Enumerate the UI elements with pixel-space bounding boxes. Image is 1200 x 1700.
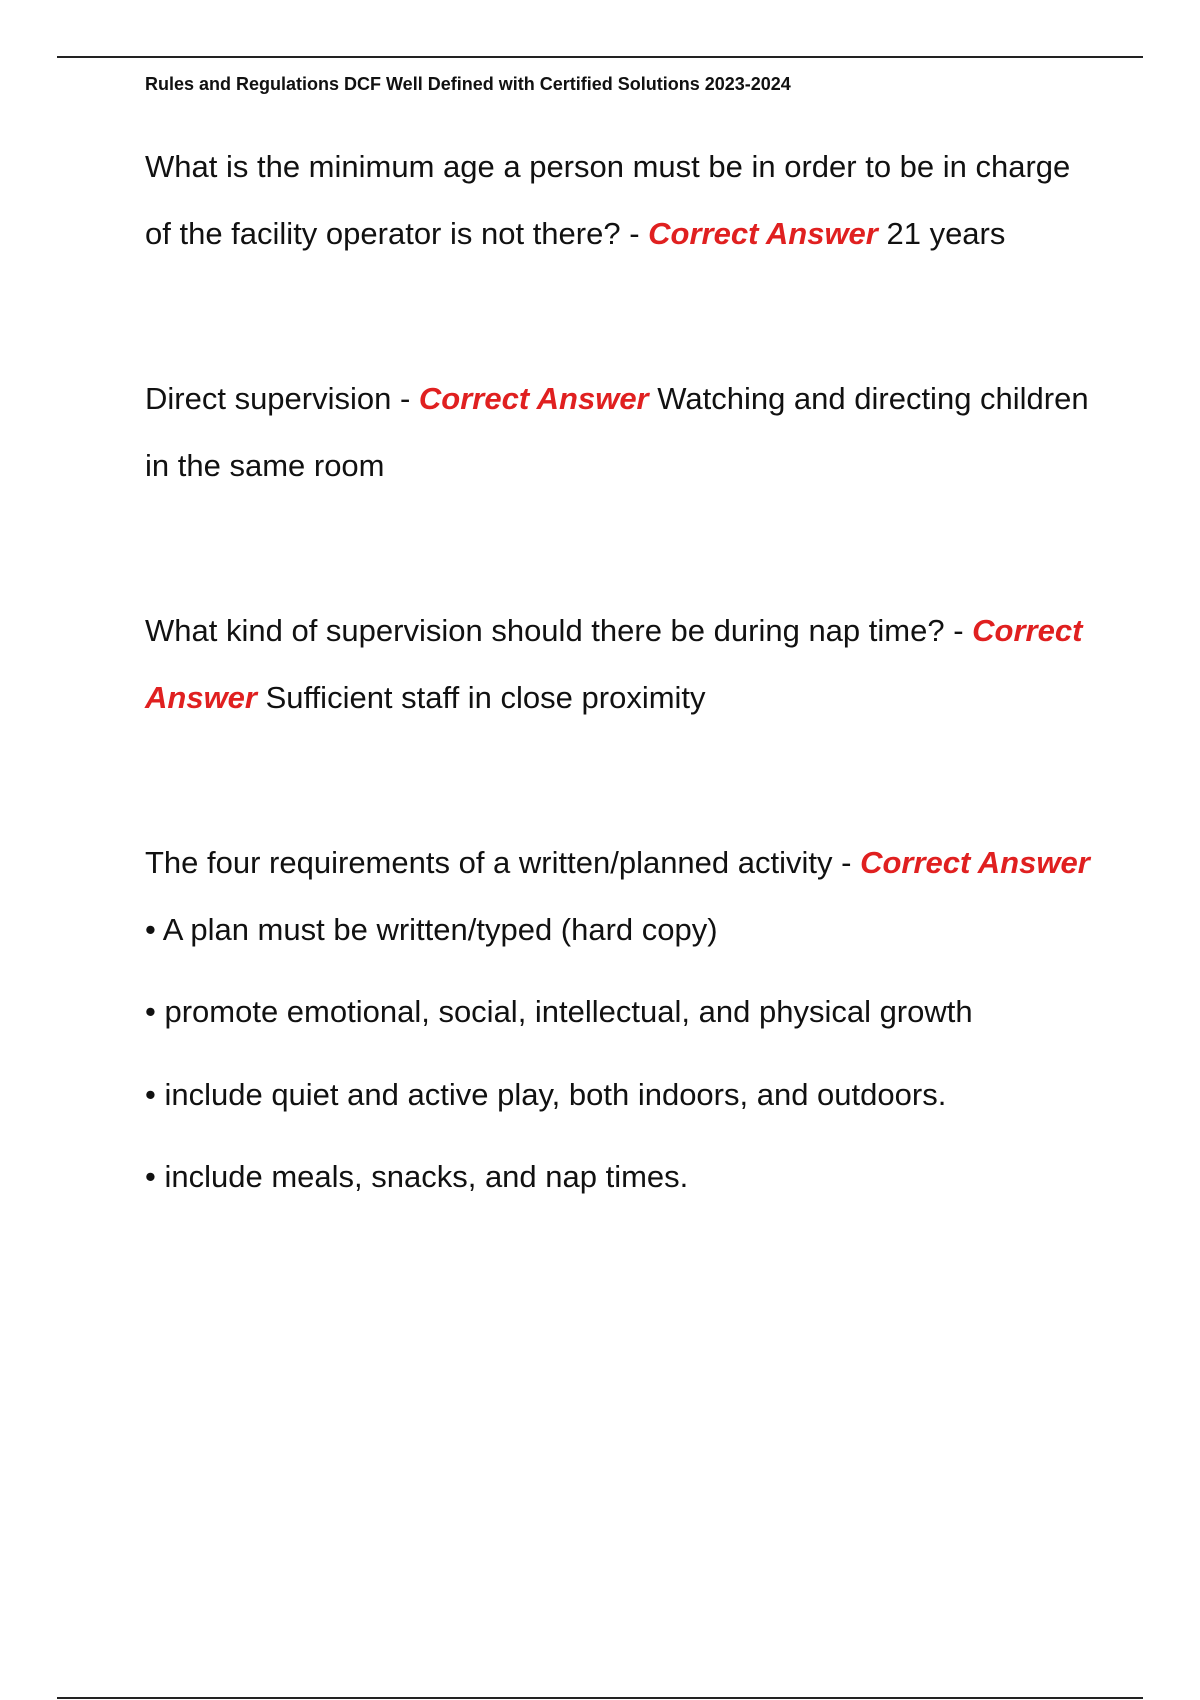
question-text: The four requirements of a written/planned activity -	[145, 845, 861, 880]
question-text: What is the minimum age a person must be in order to be in charge of the facility operator is not there? -	[145, 149, 1071, 251]
bullet-item: • promote emotional, social, intellectual, and physical growth	[145, 994, 973, 1029]
answer-text: • A plan must be written/typed (hard copy)	[145, 911, 718, 947]
bullet-item: • include meals, snacks, and nap times.	[145, 1159, 689, 1194]
answer-text: Watching and directing children in the same room	[145, 381, 1089, 483]
question-text: What kind of supervision should there be during nap time? -	[145, 613, 973, 648]
correct-answer-label: Correct Answer	[145, 613, 1083, 715]
qa-item-direct-supervision	[145, 366, 1095, 499]
answer-text: 21 years	[877, 215, 1006, 251]
question-text: Direct supervision -	[145, 381, 419, 416]
bottom-rule	[57, 1697, 1143, 1699]
document-header-title: Rules and Regulations DCF Well Defined with Certified Solutions 2023-2024	[145, 74, 791, 94]
spacer	[145, 499, 1095, 598]
correct-answer-label: Correct Answer	[860, 845, 1090, 880]
spacer	[145, 267, 1095, 366]
top-rule	[57, 56, 1143, 58]
document-body	[145, 134, 1095, 1211]
bullet-item: • include quiet and active play, both indoors, and outdoors.	[145, 1076, 947, 1112]
correct-answer-label: Correct Answer	[648, 215, 878, 251]
correct-answer-label: Correct Answer	[418, 381, 649, 416]
spacer	[145, 731, 1095, 830]
qa-item-nap-time-supervision	[145, 598, 1095, 731]
qa-item-minimum-age	[145, 134, 1095, 267]
answer-text: Sufficient staff in close proximity	[256, 679, 706, 715]
qa-item-planned-activity	[145, 830, 1095, 963]
